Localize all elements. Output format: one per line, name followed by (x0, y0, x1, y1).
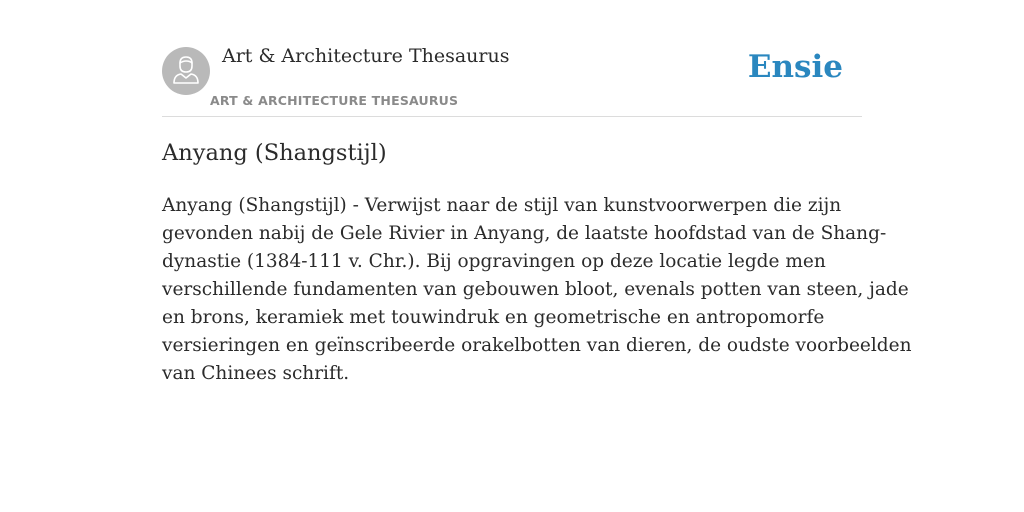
definition-text (162, 192, 912, 388)
definition-line: dynastie (1384-111 v. Chr.). Bij opgravingen op deze locatie legde men (162, 251, 826, 272)
definition-line: versieringen en geïnscribeerde orakelbotten van dieren, de oudste voorbeelden (162, 335, 912, 356)
definition-line: gevonden nabij de Gele Rivier in Anyang, de laatste hoofdstad van de Shang- (162, 223, 887, 244)
source-subtitle[interactable]: ART & ARCHITECTURE THESAURUS (210, 93, 459, 108)
definition-line: en brons, keramiek met touwindruk en geometrische en antropomorfe (162, 307, 825, 328)
user-icon (172, 54, 200, 89)
definition-line: verschillende fundamenten van gebouwen bloot, evenals potten van steen, jade (162, 279, 909, 300)
source-header (162, 0, 862, 117)
brand-logo[interactable]: Ensie (747, 49, 843, 85)
definition-line: Anyang (Shangstijl) - Verwijst naar de stijl van kunstvoorwerpen die zijn (162, 195, 842, 216)
avatar[interactable] (162, 47, 210, 95)
page-title: Anyang (Shangstijl) (162, 140, 387, 166)
source-title[interactable]: Art & Architecture Thesaurus (222, 45, 510, 67)
definition-line: van Chinees schrift. (162, 363, 350, 384)
